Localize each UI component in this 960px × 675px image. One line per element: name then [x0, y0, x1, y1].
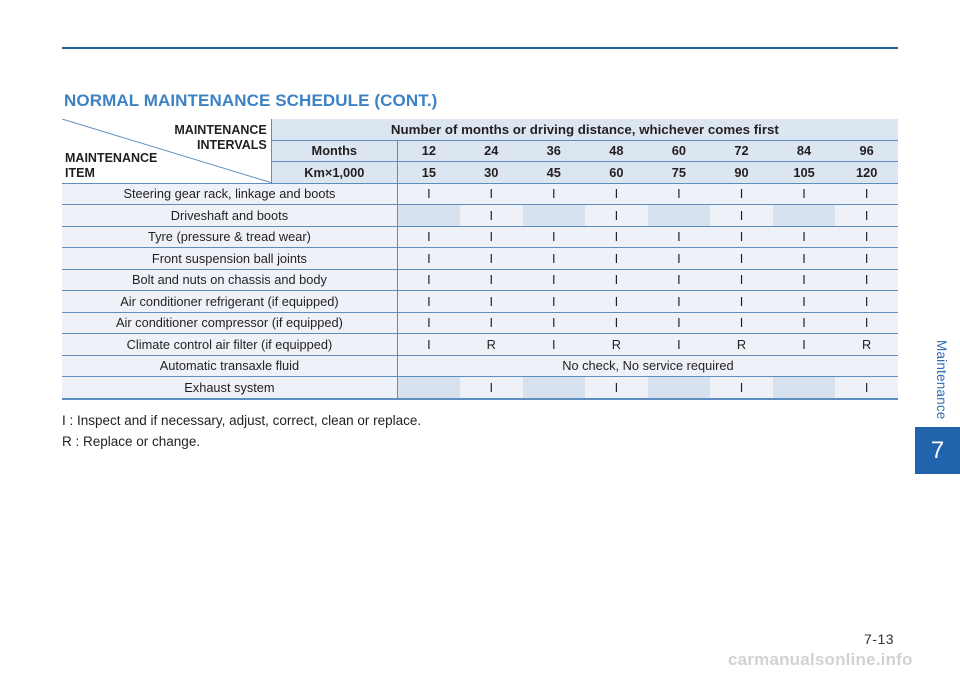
schedule-cell	[523, 205, 586, 227]
schedule-cell	[397, 205, 460, 227]
maintenance-item: Exhaust system	[62, 377, 397, 399]
schedule-cell	[773, 205, 836, 227]
schedule-cell: I	[585, 248, 648, 270]
schedule-cell: I	[523, 291, 586, 313]
schedule-cell: I	[710, 226, 773, 248]
schedule-cell: I	[460, 248, 523, 270]
schedule-cell: I	[773, 291, 836, 313]
schedule-cell: I	[523, 269, 586, 291]
km-value: 75	[648, 162, 711, 184]
schedule-cell: I	[460, 183, 523, 205]
km-value: 120	[835, 162, 898, 184]
maintenance-item: Bolt and nuts on chassis and body	[62, 269, 397, 291]
watermark: carmanualsonline.info	[728, 650, 913, 669]
km-label: Km×1,000	[271, 162, 397, 184]
schedule-cell: I	[648, 248, 711, 270]
schedule-cell: I	[460, 269, 523, 291]
maintenance-item: Climate control air filter (if equipped)	[62, 334, 397, 356]
months-label: Months	[271, 140, 397, 162]
interval-header: Number of months or driving distance, whichever comes first	[271, 119, 898, 140]
schedule-cell: I	[835, 377, 898, 399]
schedule-cell: I	[585, 226, 648, 248]
schedule-cell: R	[460, 334, 523, 356]
schedule-cell: I	[523, 334, 586, 356]
top-rule	[62, 47, 898, 49]
maintenance-item: Automatic transaxle fluid	[62, 355, 397, 377]
schedule-cell: R	[835, 334, 898, 356]
schedule-cell: I	[710, 248, 773, 270]
schedule-cell: I	[460, 226, 523, 248]
schedule-cell: I	[460, 291, 523, 313]
schedule-cell: I	[585, 312, 648, 334]
table-row	[62, 226, 898, 248]
schedule-cell: I	[585, 291, 648, 313]
km-value: 60	[585, 162, 648, 184]
schedule-cell: I	[710, 377, 773, 399]
table-corner-cell	[62, 119, 271, 183]
schedule-cell: I	[835, 312, 898, 334]
schedule-cell: I	[523, 183, 586, 205]
schedule-cell: I	[835, 248, 898, 270]
schedule-cell: I	[397, 248, 460, 270]
table-row	[62, 269, 898, 291]
table-row	[62, 205, 898, 227]
schedule-cell: I	[397, 312, 460, 334]
schedule-cell: I	[835, 291, 898, 313]
months-value: 36	[523, 140, 586, 162]
corner-intervals-label: MAINTENANCE INTERVALS	[174, 123, 267, 152]
maintenance-item: Tyre (pressure & tread wear)	[62, 226, 397, 248]
schedule-cell: I	[648, 334, 711, 356]
schedule-cell	[648, 377, 711, 399]
months-value: 96	[835, 140, 898, 162]
maintenance-item: Front suspension ball joints	[62, 248, 397, 270]
km-value: 15	[397, 162, 460, 184]
schedule-cell: I	[460, 377, 523, 399]
schedule-cell: I	[460, 312, 523, 334]
schedule-cell: I	[773, 269, 836, 291]
months-value: 72	[710, 140, 773, 162]
schedule-cell: I	[397, 183, 460, 205]
table-row	[62, 248, 898, 270]
schedule-cell: I	[773, 226, 836, 248]
schedule-cell	[397, 377, 460, 399]
km-value: 45	[523, 162, 586, 184]
km-value: 90	[710, 162, 773, 184]
header-row	[62, 119, 898, 140]
corner-item-label: MAINTENANCE ITEM	[65, 150, 158, 180]
schedule-note: No check, No service required	[397, 355, 898, 377]
schedule-cell: I	[585, 205, 648, 227]
schedule-cell: I	[523, 312, 586, 334]
chapter-tab: 7	[915, 427, 960, 474]
section-side-label: Maintenance	[934, 340, 949, 420]
months-value: 12	[397, 140, 460, 162]
schedule-cell: I	[835, 183, 898, 205]
table-row	[62, 334, 898, 356]
months-value: 24	[460, 140, 523, 162]
schedule-cell	[523, 377, 586, 399]
schedule-cell: I	[835, 269, 898, 291]
table-row	[62, 183, 898, 205]
maintenance-item: Steering gear rack, linkage and boots	[62, 183, 397, 205]
schedule-cell: I	[397, 291, 460, 313]
schedule-cell: I	[585, 269, 648, 291]
schedule-cell: I	[835, 226, 898, 248]
schedule-cell: I	[710, 291, 773, 313]
schedule-cell: I	[397, 226, 460, 248]
schedule-cell: I	[648, 291, 711, 313]
table-row	[62, 312, 898, 334]
schedule-cell: I	[397, 269, 460, 291]
schedule-cell: I	[773, 183, 836, 205]
schedule-cell: I	[710, 205, 773, 227]
schedule-cell: I	[648, 269, 711, 291]
km-value: 105	[773, 162, 836, 184]
schedule-cell: I	[523, 248, 586, 270]
maintenance-schedule-table	[62, 119, 898, 400]
schedule-cell: I	[460, 205, 523, 227]
schedule-cell: I	[648, 183, 711, 205]
schedule-cell: I	[648, 226, 711, 248]
table-row	[62, 355, 898, 377]
schedule-cell	[648, 205, 711, 227]
schedule-cell: I	[523, 226, 586, 248]
schedule-cell: I	[585, 183, 648, 205]
table-row	[62, 291, 898, 313]
months-value: 60	[648, 140, 711, 162]
table-row	[62, 377, 898, 399]
schedule-cell: I	[773, 334, 836, 356]
schedule-cell: I	[397, 334, 460, 356]
schedule-cell: I	[710, 312, 773, 334]
schedule-cell: R	[585, 334, 648, 356]
maintenance-item: Air conditioner refrigerant (if equipped)	[62, 291, 397, 313]
maintenance-item: Air conditioner compressor (if equipped)	[62, 312, 397, 334]
months-value: 84	[773, 140, 836, 162]
page-title: NORMAL MAINTENANCE SCHEDULE (CONT.)	[64, 91, 438, 110]
schedule-cell: I	[835, 205, 898, 227]
maintenance-item: Driveshaft and boots	[62, 205, 397, 227]
schedule-cell: I	[773, 248, 836, 270]
legend-replace: R : Replace or change.	[62, 434, 201, 449]
schedule-cell: I	[773, 312, 836, 334]
km-value: 30	[460, 162, 523, 184]
schedule-cell: I	[710, 269, 773, 291]
months-value: 48	[585, 140, 648, 162]
schedule-cell	[773, 377, 836, 399]
schedule-cell: R	[710, 334, 773, 356]
schedule-cell: I	[585, 377, 648, 399]
page-number: 7-13	[864, 631, 895, 647]
legend	[62, 410, 421, 452]
schedule-cell: I	[710, 183, 773, 205]
schedule-cell: I	[648, 312, 711, 334]
legend-inspect: I : Inspect and if necessary, adjust, correct, clean or replace.	[62, 413, 422, 428]
